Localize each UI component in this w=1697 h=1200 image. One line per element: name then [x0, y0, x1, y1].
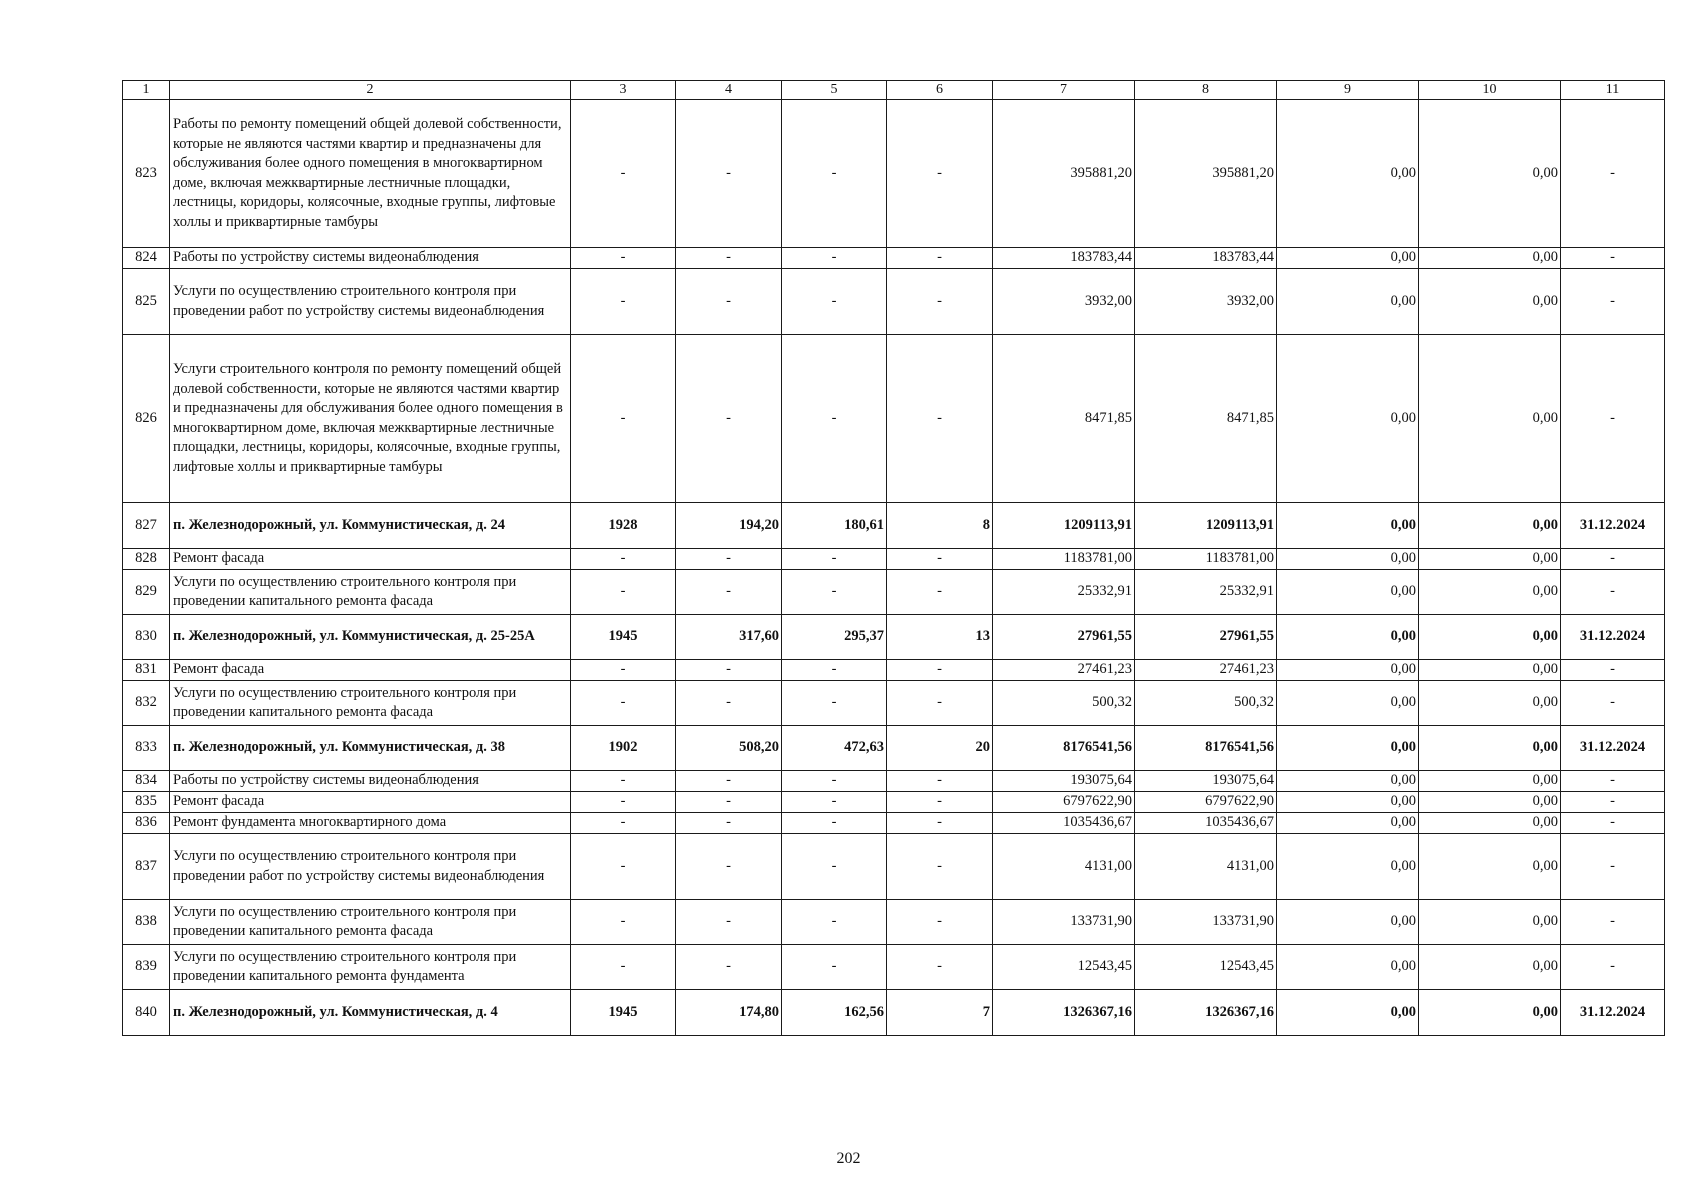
cell-col6: -: [887, 900, 993, 945]
cell-col6: -: [887, 100, 993, 248]
cell-col3: 1928: [571, 503, 676, 549]
cell-col4: -: [676, 681, 782, 726]
cell-col10: 0,00: [1419, 771, 1561, 792]
table-row: [123, 100, 1665, 248]
cell-col7: 3932,00: [993, 269, 1135, 335]
row-number: 840: [123, 990, 170, 1036]
building-address: п. Железнодорожный, ул. Коммунистическая, д. 24: [170, 503, 571, 549]
cell-col4: 194,20: [676, 503, 782, 549]
work-description: Услуги строительного контроля по ремонту помещений общей долевой собственности, которые не являются частями квартир и предназначены для обслуживания более одного помещения в многоквартирном доме, включая межквартирные лестничные площадки, лестницы, коридоры, колясочные, входные группы, лифтовые холлы и приквартирные тамбуры: [170, 335, 571, 503]
cell-col9: 0,00: [1277, 100, 1419, 248]
cell-col9: 0,00: [1277, 248, 1419, 269]
cell-col5: -: [782, 660, 887, 681]
cell-col7: 25332,91: [993, 570, 1135, 615]
cell-col9: 0,00: [1277, 615, 1419, 660]
cell-col10: 0,00: [1419, 990, 1561, 1036]
cell-col4: -: [676, 570, 782, 615]
cell-col3: -: [571, 792, 676, 813]
cell-col6: -: [887, 771, 993, 792]
cell-col7: 12543,45: [993, 945, 1135, 990]
cell-col4: -: [676, 269, 782, 335]
cell-col11: -: [1561, 813, 1665, 834]
row-number: 838: [123, 900, 170, 945]
table-row: [123, 834, 1665, 900]
cell-col3: -: [571, 570, 676, 615]
cell-col7: 6797622,90: [993, 792, 1135, 813]
column-number: 4: [676, 81, 782, 100]
row-number: 825: [123, 269, 170, 335]
cell-col5: -: [782, 269, 887, 335]
page-number: 202: [836, 1150, 861, 1167]
work-description: Услуги по осуществлению строительного контроля при проведении работ по устройству системы видеонаблюдения: [170, 269, 571, 335]
row-number: 837: [123, 834, 170, 900]
cell-col7: 8471,85: [993, 335, 1135, 503]
cell-col6: -: [887, 549, 993, 570]
row-number: 835: [123, 792, 170, 813]
cell-col9: 0,00: [1277, 792, 1419, 813]
column-number: 9: [1277, 81, 1419, 100]
cell-col9: 0,00: [1277, 503, 1419, 549]
cell-col11: -: [1561, 792, 1665, 813]
cell-col10: 0,00: [1419, 945, 1561, 990]
cell-col3: -: [571, 681, 676, 726]
column-number: 2: [170, 81, 571, 100]
cell-col8: 8471,85: [1135, 335, 1277, 503]
cell-col8: 27461,23: [1135, 660, 1277, 681]
cell-col3: 1945: [571, 990, 676, 1036]
cell-col6: 13: [887, 615, 993, 660]
table-row: [123, 570, 1665, 615]
cell-col5: -: [782, 681, 887, 726]
cell-col4: -: [676, 945, 782, 990]
cell-col10: 0,00: [1419, 900, 1561, 945]
cell-col6: 20: [887, 726, 993, 771]
cell-col10: 0,00: [1419, 792, 1561, 813]
building-address: п. Железнодорожный, ул. Коммунистическая, д. 4: [170, 990, 571, 1036]
cell-col5: -: [782, 900, 887, 945]
cell-col11: -: [1561, 100, 1665, 248]
table-row: [123, 681, 1665, 726]
cell-col7: 193075,64: [993, 771, 1135, 792]
cell-col4: -: [676, 335, 782, 503]
cell-col5: -: [782, 335, 887, 503]
cell-col4: -: [676, 900, 782, 945]
cell-col9: 0,00: [1277, 990, 1419, 1036]
table-row: [123, 900, 1665, 945]
cell-col4: -: [676, 771, 782, 792]
row-number: 831: [123, 660, 170, 681]
work-description: Услуги по осуществлению строительного контроля при проведении капитального ремонта фасада: [170, 900, 571, 945]
work-description: Работы по устройству системы видеонаблюдения: [170, 248, 571, 269]
cell-col7: 500,32: [993, 681, 1135, 726]
cell-col3: -: [571, 660, 676, 681]
row-number: 829: [123, 570, 170, 615]
cell-col10: 0,00: [1419, 248, 1561, 269]
row-number: 824: [123, 248, 170, 269]
cell-col5: -: [782, 834, 887, 900]
cell-col11: -: [1561, 660, 1665, 681]
cell-col6: -: [887, 945, 993, 990]
cell-col6: -: [887, 248, 993, 269]
cell-col9: 0,00: [1277, 900, 1419, 945]
row-number: 826: [123, 335, 170, 503]
cell-col6: -: [887, 681, 993, 726]
cell-col7: 1035436,67: [993, 813, 1135, 834]
work-description: Услуги по осуществлению строительного контроля при проведении капитального ремонта фасада: [170, 681, 571, 726]
cell-col4: -: [676, 549, 782, 570]
cell-col5: -: [782, 792, 887, 813]
cell-col10: 0,00: [1419, 269, 1561, 335]
cell-col8: 1183781,00: [1135, 549, 1277, 570]
cell-col11: -: [1561, 945, 1665, 990]
work-description: Ремонт фасада: [170, 549, 571, 570]
cell-col8: 12543,45: [1135, 945, 1277, 990]
cell-col5: -: [782, 549, 887, 570]
cell-col7: 1183781,00: [993, 549, 1135, 570]
cell-col10: 0,00: [1419, 813, 1561, 834]
cell-col6: -: [887, 269, 993, 335]
column-number: 8: [1135, 81, 1277, 100]
cell-col3: -: [571, 549, 676, 570]
cell-col4: 508,20: [676, 726, 782, 771]
column-number: 11: [1561, 81, 1665, 100]
cell-col9: 0,00: [1277, 549, 1419, 570]
table-row: [123, 549, 1665, 570]
cell-col11: -: [1561, 248, 1665, 269]
row-number: 832: [123, 681, 170, 726]
cell-col11: -: [1561, 570, 1665, 615]
cell-col6: -: [887, 570, 993, 615]
cell-col5: -: [782, 570, 887, 615]
work-description: Работы по устройству системы видеонаблюдения: [170, 771, 571, 792]
column-number: 5: [782, 81, 887, 100]
cell-col7: 4131,00: [993, 834, 1135, 900]
cell-col7: 133731,90: [993, 900, 1135, 945]
cell-col11: 31.12.2024: [1561, 503, 1665, 549]
address-row: [123, 503, 1665, 549]
cell-col6: -: [887, 335, 993, 503]
cell-col5: -: [782, 248, 887, 269]
cell-col9: 0,00: [1277, 681, 1419, 726]
table-row: [123, 792, 1665, 813]
cell-col8: 395881,20: [1135, 100, 1277, 248]
table-row: [123, 269, 1665, 335]
address-row: [123, 615, 1665, 660]
cell-col6: 7: [887, 990, 993, 1036]
row-number: 836: [123, 813, 170, 834]
cell-col10: 0,00: [1419, 681, 1561, 726]
column-number: 6: [887, 81, 993, 100]
cell-col11: -: [1561, 834, 1665, 900]
row-number: 839: [123, 945, 170, 990]
cell-col4: -: [676, 792, 782, 813]
work-description: Услуги по осуществлению строительного контроля при проведении работ по устройству системы видеонаблюдения: [170, 834, 571, 900]
cell-col11: 31.12.2024: [1561, 990, 1665, 1036]
cell-col5: -: [782, 771, 887, 792]
cell-col10: 0,00: [1419, 503, 1561, 549]
row-number: 828: [123, 549, 170, 570]
cell-col9: 0,00: [1277, 726, 1419, 771]
cell-col4: 317,60: [676, 615, 782, 660]
row-number: 830: [123, 615, 170, 660]
cell-col8: 4131,00: [1135, 834, 1277, 900]
cell-col5: 162,56: [782, 990, 887, 1036]
cell-col8: 3932,00: [1135, 269, 1277, 335]
cell-col3: -: [571, 945, 676, 990]
cell-col3: 1902: [571, 726, 676, 771]
row-number: 833: [123, 726, 170, 771]
cell-col8: 1209113,91: [1135, 503, 1277, 549]
column-number: 3: [571, 81, 676, 100]
column-number: 10: [1419, 81, 1561, 100]
cell-col8: 193075,64: [1135, 771, 1277, 792]
cell-col8: 500,32: [1135, 681, 1277, 726]
cell-col9: 0,00: [1277, 834, 1419, 900]
cell-col11: 31.12.2024: [1561, 615, 1665, 660]
cell-col3: -: [571, 335, 676, 503]
cell-col11: -: [1561, 771, 1665, 792]
table-row: [123, 248, 1665, 269]
cell-col4: -: [676, 834, 782, 900]
building-address: п. Железнодорожный, ул. Коммунистическая, д. 38: [170, 726, 571, 771]
cell-col5: -: [782, 100, 887, 248]
cell-col3: -: [571, 269, 676, 335]
work-description: Ремонт фундамента многоквартирного дома: [170, 813, 571, 834]
cell-col8: 183783,44: [1135, 248, 1277, 269]
cell-col11: -: [1561, 269, 1665, 335]
cell-col4: -: [676, 660, 782, 681]
cell-col11: -: [1561, 681, 1665, 726]
cell-col9: 0,00: [1277, 335, 1419, 503]
cell-col6: 8: [887, 503, 993, 549]
works-table: [122, 80, 1665, 1036]
row-number: 834: [123, 771, 170, 792]
cell-col6: -: [887, 660, 993, 681]
cell-col8: 1326367,16: [1135, 990, 1277, 1036]
address-row: [123, 726, 1665, 771]
work-description: Работы по ремонту помещений общей долевой собственности, которые не являются частями квартир и предназначены для обслуживания более одного помещения в многоквартирном доме, включая межквартирные лестничные площадки, лестницы, коридоры, колясочные, входные группы, лифтовые холлы и приквартирные тамбуры: [170, 100, 571, 248]
cell-col10: 0,00: [1419, 570, 1561, 615]
cell-col11: -: [1561, 549, 1665, 570]
address-row: [123, 990, 1665, 1036]
table-row: [123, 813, 1665, 834]
work-description: Услуги по осуществлению строительного контроля при проведении капитального ремонта фундамента: [170, 945, 571, 990]
cell-col3: -: [571, 813, 676, 834]
cell-col3: -: [571, 100, 676, 248]
cell-col7: 1209113,91: [993, 503, 1135, 549]
cell-col5: 472,63: [782, 726, 887, 771]
cell-col10: 0,00: [1419, 335, 1561, 503]
cell-col5: -: [782, 813, 887, 834]
cell-col11: -: [1561, 335, 1665, 503]
cell-col4: 174,80: [676, 990, 782, 1036]
cell-col8: 133731,90: [1135, 900, 1277, 945]
cell-col5: 295,37: [782, 615, 887, 660]
cell-col11: 31.12.2024: [1561, 726, 1665, 771]
table-row: [123, 771, 1665, 792]
cell-col8: 1035436,67: [1135, 813, 1277, 834]
cell-col9: 0,00: [1277, 269, 1419, 335]
column-number: 1: [123, 81, 170, 100]
cell-col9: 0,00: [1277, 813, 1419, 834]
cell-col7: 395881,20: [993, 100, 1135, 248]
cell-col6: -: [887, 813, 993, 834]
row-number: 827: [123, 503, 170, 549]
cell-col9: 0,00: [1277, 660, 1419, 681]
cell-col10: 0,00: [1419, 615, 1561, 660]
cell-col10: 0,00: [1419, 100, 1561, 248]
cell-col4: -: [676, 813, 782, 834]
cell-col3: -: [571, 248, 676, 269]
table-row: [123, 660, 1665, 681]
cell-col6: -: [887, 792, 993, 813]
cell-col5: -: [782, 945, 887, 990]
cell-col4: -: [676, 100, 782, 248]
cell-col10: 0,00: [1419, 834, 1561, 900]
column-number: 7: [993, 81, 1135, 100]
cell-col3: -: [571, 771, 676, 792]
cell-col10: 0,00: [1419, 726, 1561, 771]
cell-col7: 8176541,56: [993, 726, 1135, 771]
building-address: п. Железнодорожный, ул. Коммунистическая, д. 25-25А: [170, 615, 571, 660]
table-row: [123, 945, 1665, 990]
column-number-row: [123, 81, 1665, 100]
cell-col6: -: [887, 834, 993, 900]
cell-col9: 0,00: [1277, 771, 1419, 792]
table-row: [123, 335, 1665, 503]
cell-col9: 0,00: [1277, 945, 1419, 990]
work-description: Ремонт фасада: [170, 660, 571, 681]
cell-col11: -: [1561, 900, 1665, 945]
cell-col7: 183783,44: [993, 248, 1135, 269]
cell-col3: 1945: [571, 615, 676, 660]
cell-col7: 1326367,16: [993, 990, 1135, 1036]
cell-col8: 6797622,90: [1135, 792, 1277, 813]
cell-col3: -: [571, 900, 676, 945]
cell-col3: -: [571, 834, 676, 900]
cell-col7: 27461,23: [993, 660, 1135, 681]
cell-col4: -: [676, 248, 782, 269]
cell-col8: 8176541,56: [1135, 726, 1277, 771]
cell-col10: 0,00: [1419, 549, 1561, 570]
cell-col5: 180,61: [782, 503, 887, 549]
row-number: 823: [123, 100, 170, 248]
cell-col8: 27961,55: [1135, 615, 1277, 660]
cell-col8: 25332,91: [1135, 570, 1277, 615]
work-description: Ремонт фасада: [170, 792, 571, 813]
cell-col10: 0,00: [1419, 660, 1561, 681]
cell-col9: 0,00: [1277, 570, 1419, 615]
cell-col7: 27961,55: [993, 615, 1135, 660]
work-description: Услуги по осуществлению строительного контроля при проведении капитального ремонта фасада: [170, 570, 571, 615]
